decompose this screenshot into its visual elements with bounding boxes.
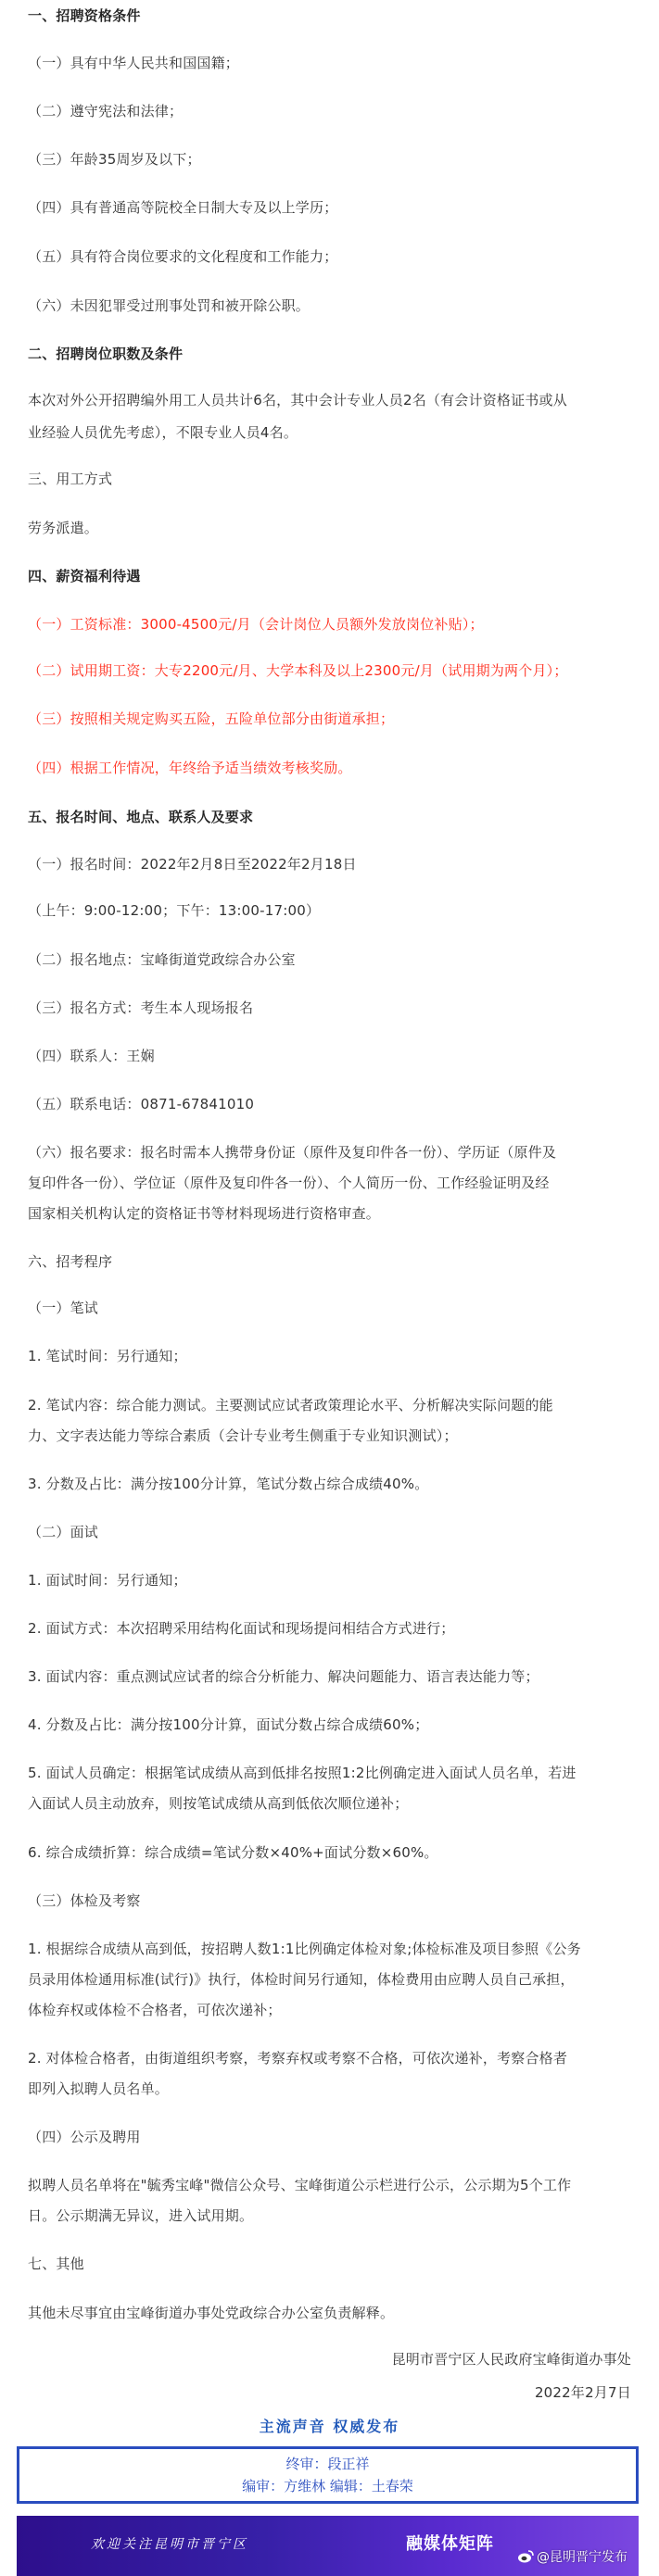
paragraph-line: （三）年龄35周岁及以下；: [28, 151, 201, 168]
weibo-icon: [517, 2550, 534, 2563]
paragraph-line: 2. 笔试内容：综合能力测试。主要测试应试者政策理论水平、分析解决实际问题的能: [28, 1397, 553, 1414]
signature-org: 昆明市晋宁区人民政府宝峰街道办事处: [391, 2351, 631, 2368]
paragraph-line: 员录用体检通用标准(试行)》执行，体检时间另行通知，体检费用由应聘人员自己承担，: [28, 1971, 575, 1988]
paragraph-line: 其他未尽事宜由宝峰街道办事处党政综合办公室负责解释。: [28, 2305, 395, 2321]
paragraph-line: （一）笔试: [28, 1300, 99, 1316]
paragraph-line: 2. 面试方式：本次招聘采用结构化面试和现场提问相结合方式进行；: [28, 1620, 455, 1637]
paragraph-line: （六）未因犯罪受过刑事处罚和被开除公职。: [28, 297, 310, 314]
paragraph-line: 即列入拟聘人员名单。: [28, 2080, 170, 2097]
paragraph-line: （二）报名地点：宝峰街道党政综合办公室: [28, 951, 296, 968]
paragraph-line: 本次对外公开招聘编外用工人员共计6名，其中会计专业人员2名（有会计资格证书或从: [28, 392, 567, 408]
paragraph-line: （一）具有中华人民共和国国籍；: [28, 55, 240, 71]
paragraph-line: （三）体检及考察: [28, 1892, 141, 1909]
paragraph-line: （六）报名要求：报名时需本人携带身份证（原件及复印件各一份）、学历证（原件及: [28, 1144, 557, 1161]
watermark-text: @昆明晋宁发布: [537, 2550, 627, 2565]
paragraph-line: 力、文字表达能力等综合素质（会计专业考生侧重于专业知识测试）；: [28, 1427, 458, 1444]
follow-banner: [17, 2516, 639, 2576]
section-heading: 五、报名时间、地点、联系人及要求: [28, 809, 254, 825]
paragraph-line: 3. 分数及占比：满分按100分计算，笔试分数占综合成绩40%。: [28, 1476, 429, 1492]
editor-credits: 编审：方维林 编辑：土春荣: [242, 2478, 413, 2494]
paragraph-line: （四）根据工作情况，年终给予适当绩效考核奖励。: [28, 760, 352, 776]
paragraph-line: （一）报名时间：2022年2月8日至2022年2月18日: [28, 856, 357, 873]
paragraph-line: （二）试用期工资：大专2200元/月、大学本科及以上2300元/月（试用期为两个月）；: [28, 662, 568, 679]
paragraph-line: 4. 分数及占比：满分按100分计算，面试分数占综合成绩60%；: [28, 1716, 429, 1733]
paragraph-line: （四）联系人：王娴: [28, 1048, 155, 1064]
paragraph-line: 复印件各一份）、学位证（原件及复印件各一份）、个人简历一份、工作经验证明及经: [28, 1175, 550, 1191]
paragraph-line: （四）具有普通高等院校全日制大专及以上学历；: [28, 199, 338, 216]
paragraph-line: 2. 对体检合格者，由街道组织考察，考察弃权或考察不合格，可依次递补，考察合格者: [28, 2050, 568, 2067]
final-reviewer: 终审：段正祥: [285, 2456, 370, 2472]
paragraph-line: 拟聘人员名单将在"毓秀宝峰"微信公众号、宝峰街道公示栏进行公示，公示期为5个工作: [28, 2177, 572, 2193]
paragraph-line: 1. 笔试时间：另行通知；: [28, 1348, 187, 1364]
footer-slogan: 主流声音 权威发布: [259, 2418, 400, 2435]
signature-date: 2022年2月7日: [534, 2384, 631, 2401]
paragraph-line: 入面试人员主动放弃，则按笔试成绩从高到低依次顺位递补；: [28, 1795, 409, 1812]
banner-text: 欢迎关注昆明市晋宁区: [91, 2537, 248, 2552]
editorial-staff-box: [17, 2446, 639, 2504]
paragraph-line: （上午：9:00-12:00；下午：13:00-17:00）: [28, 902, 321, 919]
paragraph-line: 劳务派遣。: [28, 520, 99, 536]
paragraph-line: 日。公示期满无异议，进入试用期。: [28, 2207, 254, 2224]
banner-brand: 融媒体矩阵: [406, 2534, 494, 2554]
paragraph-line: （四）公示及聘用: [28, 2129, 141, 2145]
paragraph-line: （三）按照相关规定购买五险，五险单位部分由街道承担；: [28, 710, 395, 727]
paragraph-line: 六、招考程序: [28, 1253, 113, 1270]
paragraph-line: 三、用工方式: [28, 471, 113, 487]
paragraph-line: （三）报名方式：考生本人现场报名: [28, 999, 254, 1016]
paragraph-line: 5. 面试人员确定：根据笔试成绩从高到低排名按照1:2比例确定进入面试人员名单，若进: [28, 1765, 577, 1781]
paragraph-line: 国家相关机构认定的资格证书等材料现场进行资格审查。: [28, 1205, 381, 1222]
paragraph-line: （五）联系电话：0871-67841010: [28, 1096, 255, 1112]
section-heading: 二、招聘岗位职数及条件: [28, 346, 184, 362]
paragraph-line: 1. 面试时间：另行通知；: [28, 1572, 187, 1589]
paragraph-line: 6. 综合成绩折算：综合成绩=笔试分数×40%+面试分数×60%。: [28, 1844, 438, 1861]
paragraph-line: 1. 根据综合成绩从高到低，按招聘人数1:1比例确定体检对象;体检标准及项目参照《公务: [28, 1941, 581, 1957]
paragraph-line: 3. 面试内容：重点测试应试者的综合分析能力、解决问题能力、语言表达能力等；: [28, 1668, 539, 1685]
weibo-watermark: [517, 2547, 627, 2566]
paragraph-line: 业经验人员优先考虑），不限专业人员4名。: [28, 424, 298, 441]
paragraph-line: （一）工资标准：3000-4500元/月（会计岗位人员额外发放岗位补贴）；: [28, 616, 484, 633]
paragraph-line: （五）具有符合岗位要求的文化程度和工作能力；: [28, 248, 338, 265]
section-heading: 一、招聘资格条件: [28, 7, 141, 24]
paragraph-line: 七、其他: [28, 2256, 84, 2272]
paragraph-line: （二）面试: [28, 1524, 99, 1540]
section-heading: 四、薪资福利待遇: [28, 568, 141, 584]
paragraph-line: （二）遵守宪法和法律；: [28, 103, 184, 119]
paragraph-line: 体检弃权或体检不合格者，可依次递补；: [28, 2002, 282, 2018]
